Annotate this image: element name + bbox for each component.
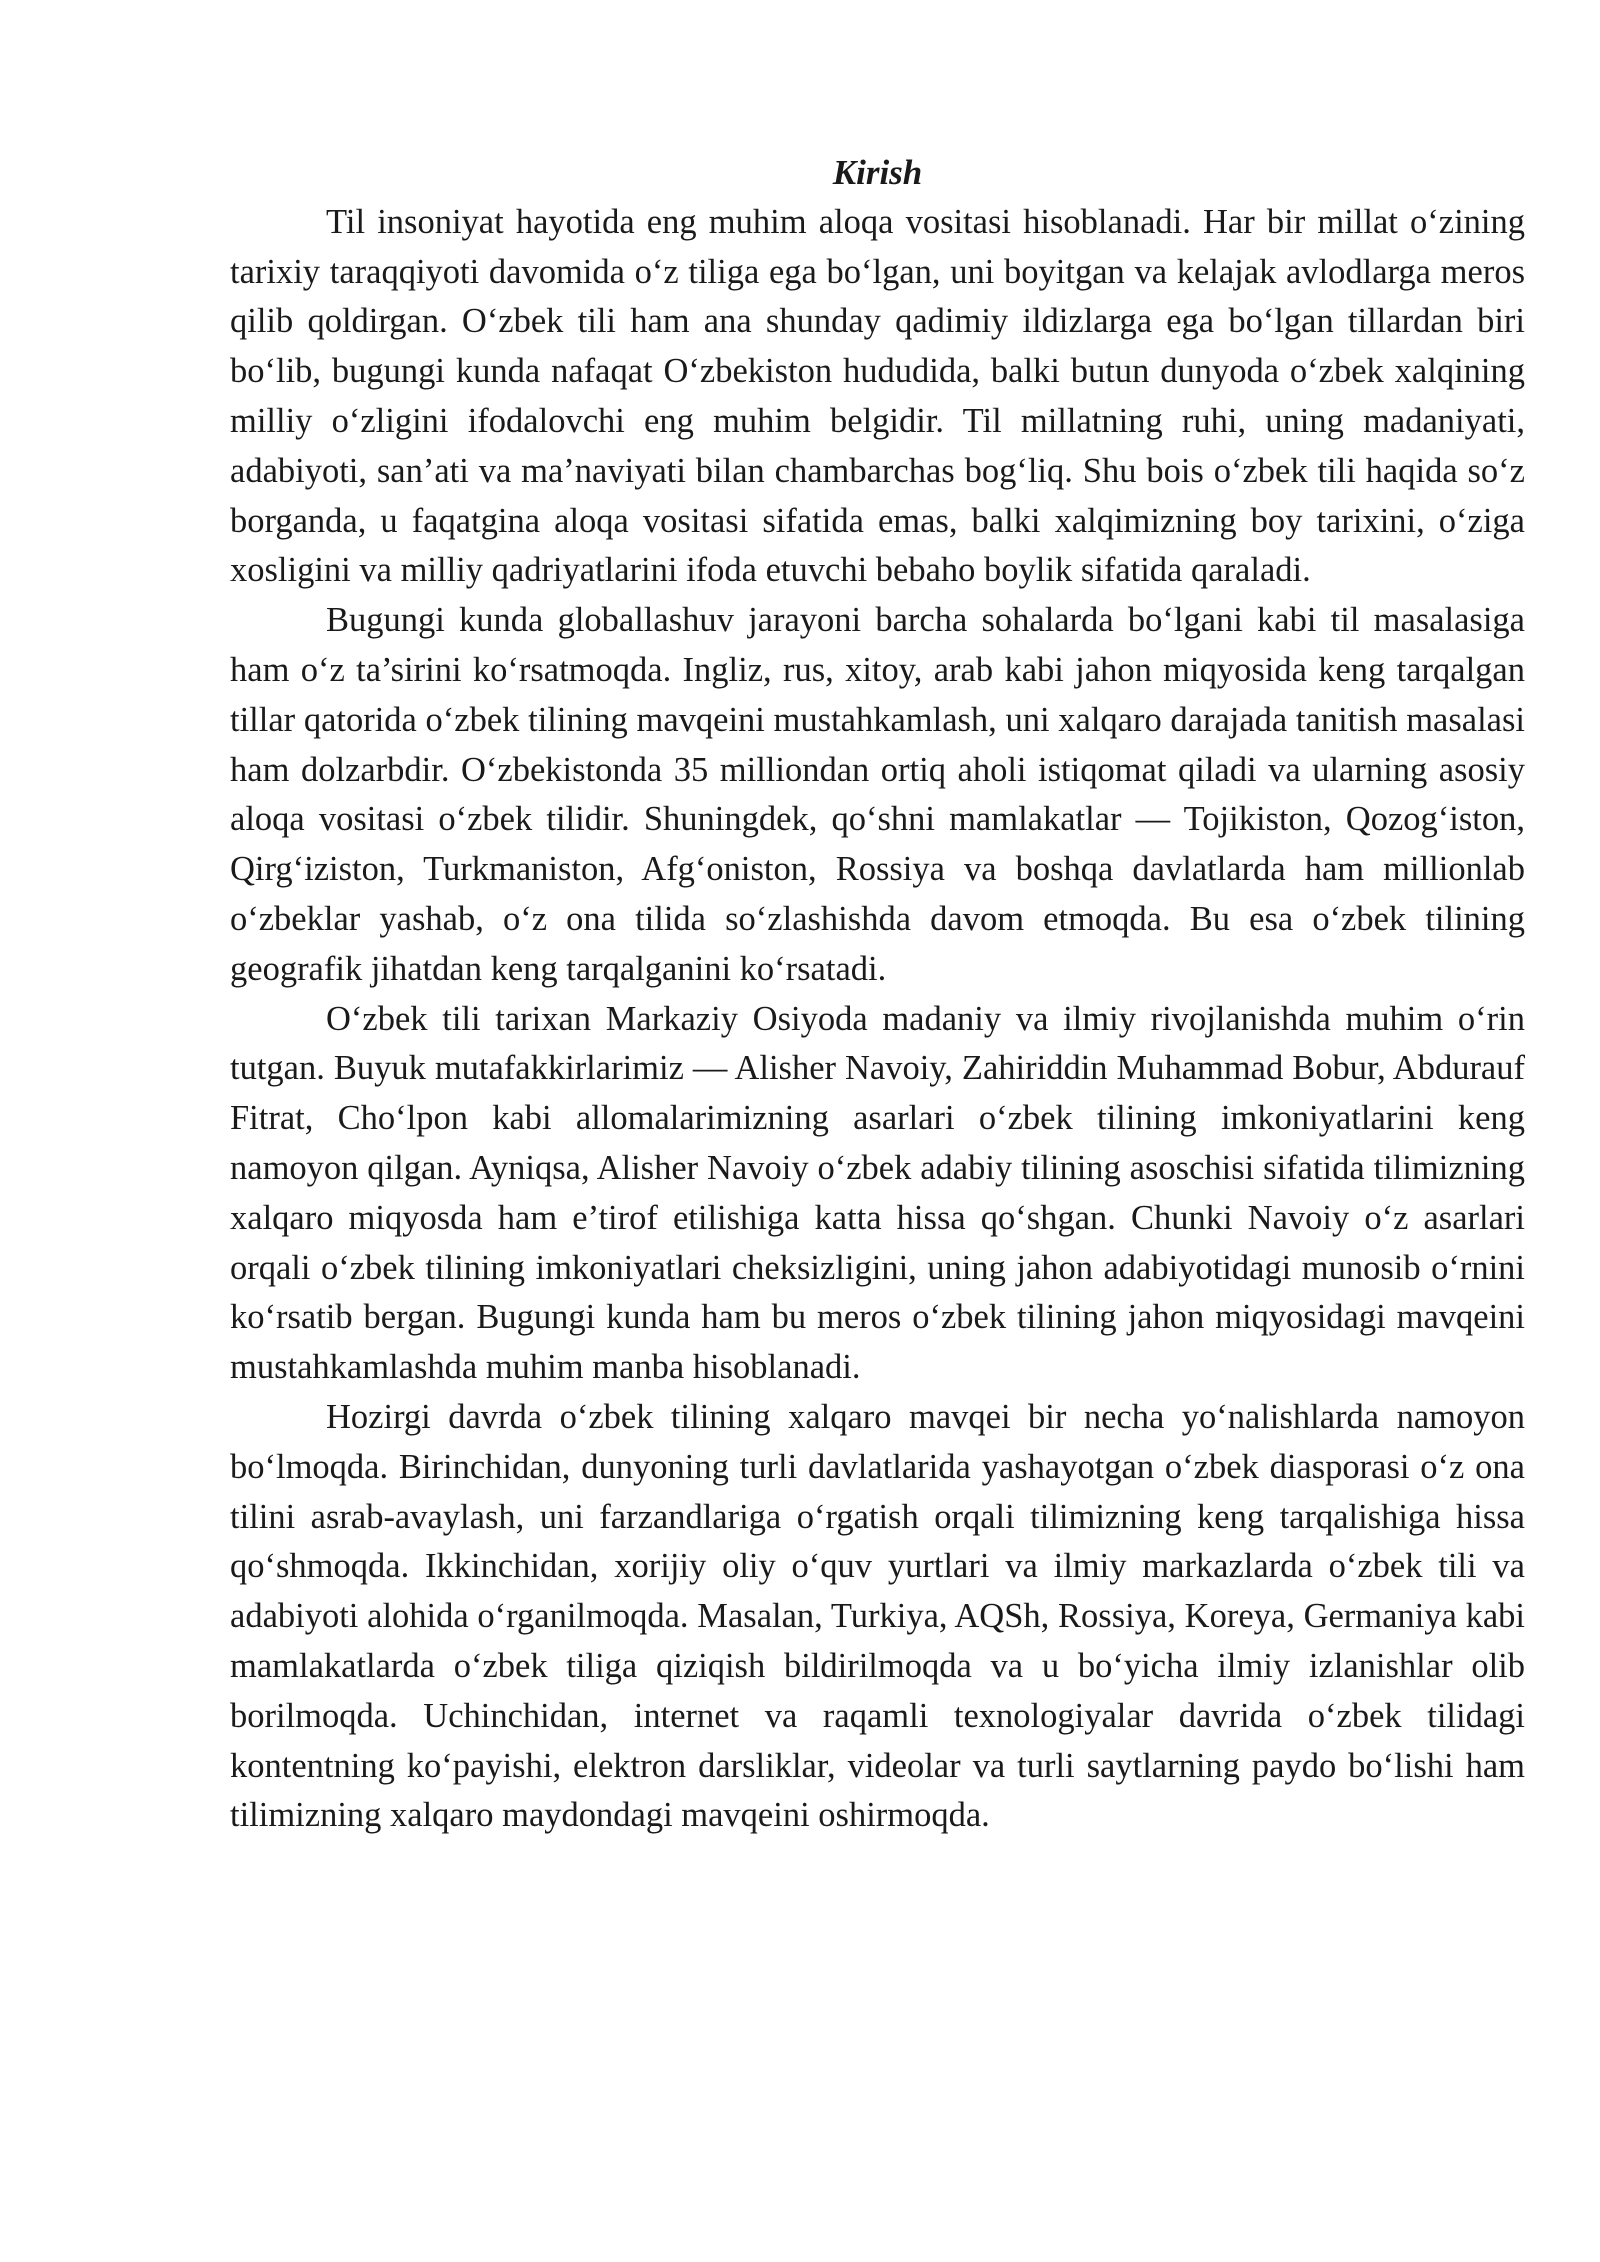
document-body xyxy=(230,148,1525,1841)
paragraph-3: O‘zbek tili tarixan Markaziy Osiyoda madaniy va ilmiy rivojlanishda muhim o‘rin tutgan. Buyuk mutafakkirlarimiz — Alisher Navoiy, Zahiriddin Muhammad Bobur, Abdurauf Fitrat, Cho‘lpon kabi allomalarimizning asarlari o‘zbek tilining imkoniyatlarini keng namoyon qilgan. Ayniqsa, Alisher Navoiy o‘zbek adabiy tilining asoschisi sifatida tilimizning xalqaro miqyosda ham e’tirof etilishiga katta hissa qo‘shgan. Chunki Navoiy o‘z asarlari orqali o‘zbek tilining imkoniyatlari cheksizligini, uning jahon adabiyotidagi munosib o‘rnini ko‘rsatib bergan. Bugungi kunda ham bu meros o‘zbek tilining jahon miqyosidagi mavqeini mustahkamlashda muhim manba hisoblanadi. xyxy=(230,999,1525,1387)
paragraph-2: Bugungi kunda globallashuv jarayoni barcha sohalarda bo‘lgani kabi til masalasiga ham o‘z ta’sirini ko‘rsatmoqda. Ingliz, rus, xitoy, arab kabi jahon miqyosida keng tarqalgan tillar qatorida o‘zbek tilining mavqeini mustahkamlash, uni xalqaro darajada tanitish masalasi ham dolzarbdir. O‘zbekistonda 35 milliondan ortiq aholi istiqomat qiladi va ularning asosiy aloqa vositasi o‘zbek tilidir. Shuningdek, qo‘shni mamlakatlar — Tojikiston, Qozog‘iston, Qirg‘iziston, Turkmaniston, Afg‘oniston, Rossiya va boshqa davlatlarda ham millionlab o‘zbeklar yashab, o‘z ona tilida so‘zlashishda davom etmoqda. Bu esa o‘zbek tilining geografik jihatdan keng tarqalganini ko‘rsatadi. xyxy=(230,601,1525,988)
paragraph-1: Til insoniyat hayotida eng muhim aloqa vositasi hisoblanadi. Har bir millat o‘zining tarixiy taraqqiyoti davomida o‘z tiliga ega bo‘lgan, uni boyitgan va kelajak avlodlarga meros qilib qoldirgan. O‘zbek tili ham ana shunday qadimiy ildizlarga ega bo‘lgan tillardan biri bo‘lib, bugungi kunda nafaqat O‘zbekiston hududida, balki butun dunyoda o‘zbek xalqining milliy o‘zligini ifodalovchi eng muhim belgidir. Til millatning ruhi, uning madaniyati, adabiyoti, san’ati va ma’naviyati bilan chambarchas bog‘liq. Shu bois o‘zbek tili haqida so‘z borganda, u faqatgina aloqa vositasi sifatida emas, balki xalqimizning boy tarixini, o‘ziga xosligini va milliy qadriyatlarini ifoda etuvchi bebaho boylik sifatida qaraladi. xyxy=(230,202,1525,590)
section-title: Kirish xyxy=(832,153,923,192)
paragraph-4: Hozirgi davrda o‘zbek tilining xalqaro mavqei bir necha yo‘nalishlarda namoyon bo‘lmoqda. Birinchidan, dunyoning turli davlatlarida yashayotgan o‘zbek diasporasi o‘z ona tilini asrab-avaylash, uni farzandlariga o‘rgatish orqali tilimizning keng tarqalishiga hissa qo‘shmoqda. Ikkinchidan, xorijiy oliy o‘quv yurtlari va ilmiy markazlarda o‘zbek tili va adabiyoti alohida o‘rganilmoqda. Masalan, Turkiya, AQSh, Rossiya, Koreya, Germaniya kabi mamlakatlarda o‘zbek tiliga qiziqish bildirilmoqda va u bo‘yicha ilmiy izlanishlar olib borilmoqda. Uchinchidan, internet va raqamli texnologiyalar davrida o‘zbek tilidagi kontentning ko‘payishi, elektron darsliklar, videolar va turli saytlarning paydo bo‘lishi ham tilimizning xalqaro maydondagi mavqeini oshirmoqda. xyxy=(230,1397,1525,1835)
